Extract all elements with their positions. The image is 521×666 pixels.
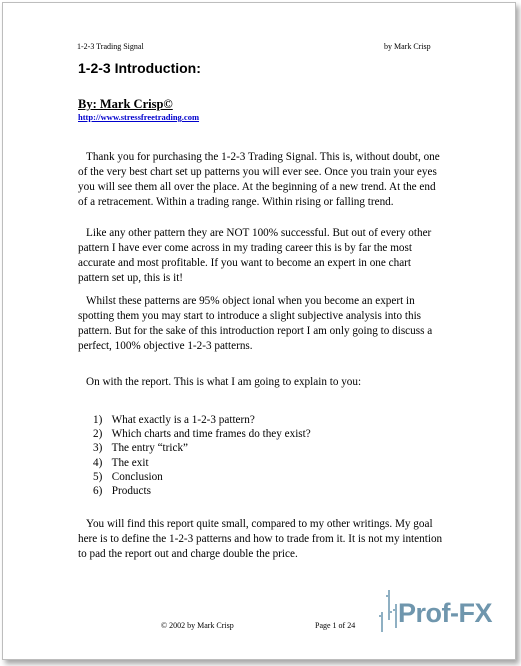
paragraph-closing: You will find this report quite small, compared to my other writings. My goal here is to define the 1-2-3 patterns and how to trade from it. It is not my intention to pad the report out and charge double the price. [78,518,443,560]
page-title: 1-2-3 Introduction: [78,60,201,76]
footer-page-number: Page 1 of 24 [315,621,356,630]
header-right: by Mark Crisp [384,42,431,51]
prof-fx-watermark [374,586,496,636]
list-item: 1) What exactly is a 1-2-3 pattern? [93,414,255,426]
contents-list [93,413,311,498]
document-page [2,2,516,660]
paragraph-report-lead: On with the report. This is what I am going to explain to you: [86,376,362,388]
author-byline: By: Mark Crisp© [78,97,173,111]
list-item: 4) The exit [93,456,149,469]
paragraph-objective: Whilst these patterns are 95% object ional when you become an expert in spotting them you may start to introduce a slight subjective analysis into this pattern. But for the sake of this introduction report I am only going to discuss a perfect, 100% objective 1-2-3 patterns. [78,295,433,352]
paragraph-intro: Thank you for purchasing the 1-2-3 Trading Signal. This is, without doubt, one of the very best chart set up patterns you will ever see. Once you train your eyes you will see them all over the place. At the beginning of a new trend. At the end of a retracement. Within a trading range. Within rising or falling trend. [78,151,440,208]
watermark-text: Prof-FX [398,598,492,628]
website-link[interactable]: http://www.stressfreetrading.com [78,112,200,122]
list-item: 3) The entry “trick” [93,442,189,455]
paragraph-accuracy: Like any other pattern they are NOT 100% successful. But out of every other pattern I have ever come across in my trading career this is by far the most accurate and most profitable. If you want to become an expert in one chart pattern set up, this is it! [78,227,432,284]
footer-copyright: © 2002 by Mark Crisp [161,621,234,630]
list-item: 5) Conclusion [93,470,163,483]
list-item: 2) Which charts and time frames do they exist? [93,428,311,441]
list-item: 6) Products [93,485,151,498]
header-left: 1-2-3 Trading Signal [77,42,144,51]
